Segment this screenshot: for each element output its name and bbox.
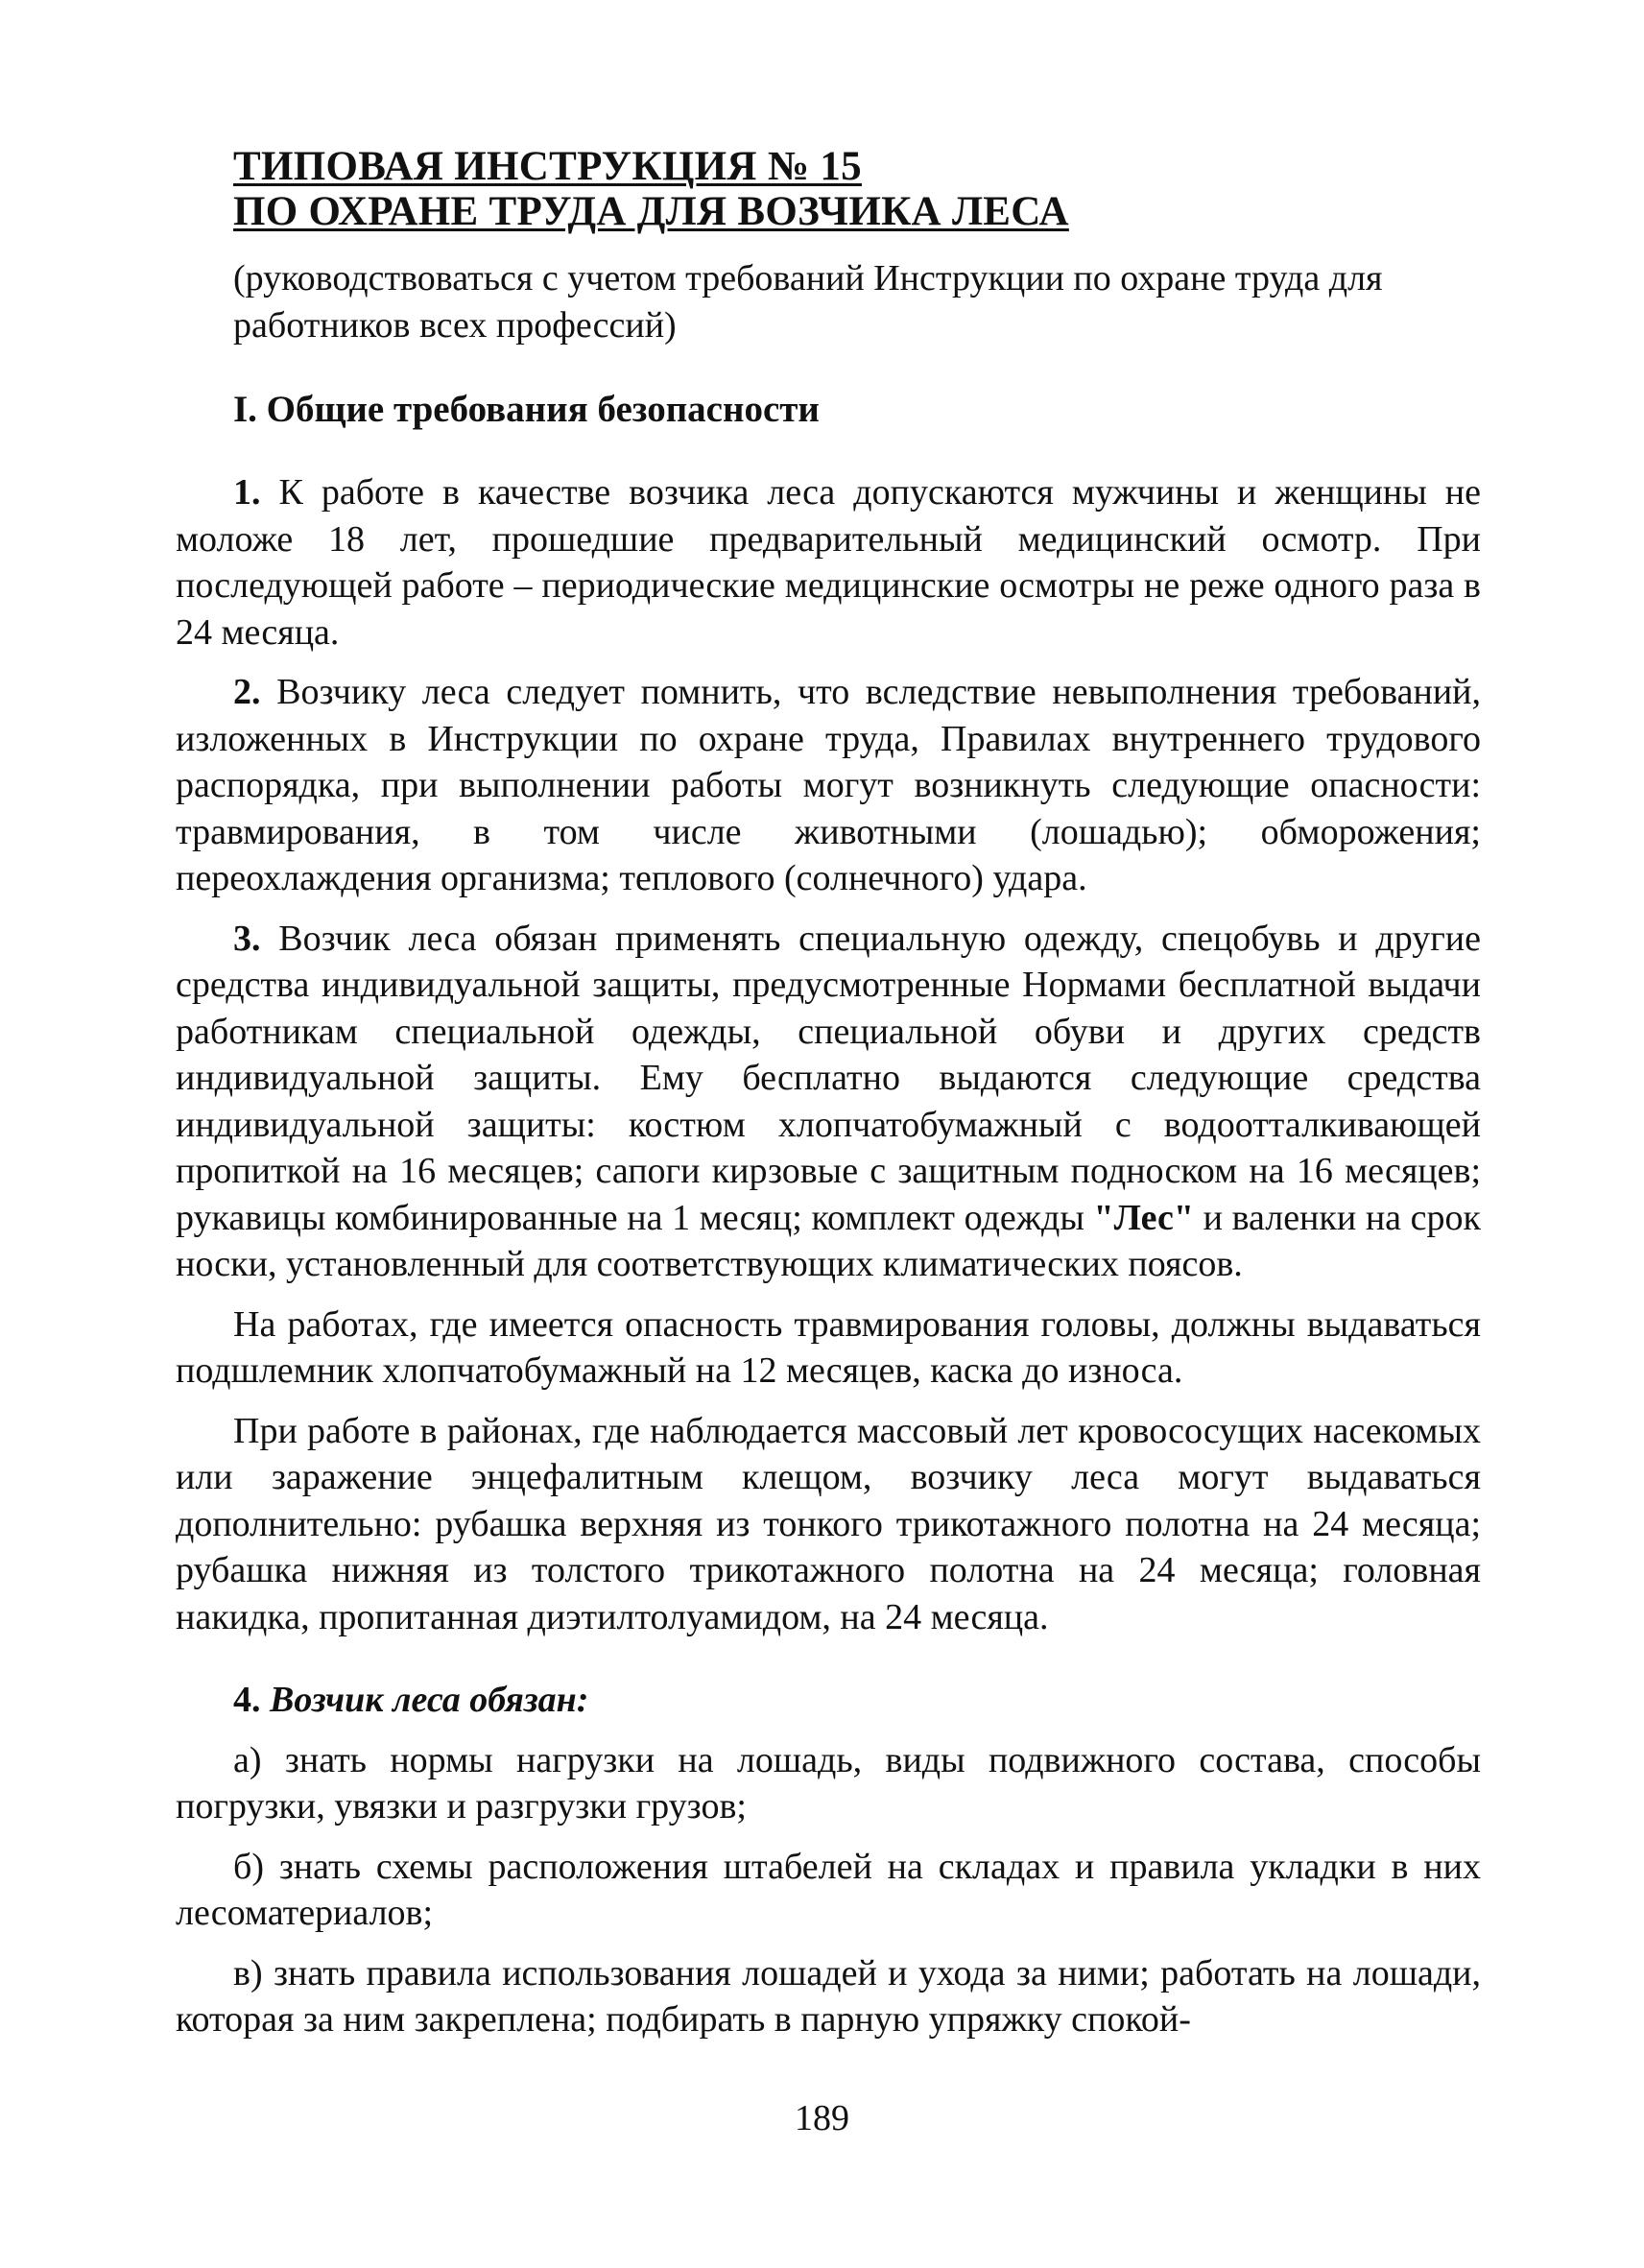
paragraph-number: 4. [233,1680,261,1720]
paragraph-4-heading [176,1677,1481,1724]
subitem-b: б) знать схемы расположения штабелей на складах и правила укладки в них лесоматериалов; [176,1846,1481,1933]
paragraph-number: 3. [233,918,261,959]
document-subtitle: (руководствоваться с учетом требований Инструкции по охране труда для работников всех профессий) [233,258,1383,346]
paragraph-text: Возчик леса обязан применять специальную одежду, спецобувь и другие средства индивидуальной защиты, предусмотренные Нормами бесплатной выдачи работникам специальной одежды, специальной обуви и других средств индивидуальной защиты. Ему бесплатно выдаются следующие средства индивидуальной защиты: костюм хлопчатобумажный с водоотталкивающей пропиткой на 16 месяцев; сапоги кирзовые с защитным подноском на 16 месяцев; рукавицы комбинированные на 1 месяц; комплект одежды [176,918,1481,1238]
subitem-a: а) знать нормы нагрузки на лошадь, виды подвижного состава, способы погрузки, увязки и разгрузки грузов; [176,1739,1481,1826]
paragraph-3 [176,916,1481,1288]
paragraph-text: Возчику леса следует помнить, что вследствие невыполнения требований, изложенных в Инструкции по охране труда, Правилах внутреннего трудового распорядка, при выполнении работы могут возникнуть следующие опасности: травмирования, в том числе животными (лошадью); обморожения; переохлаждения организма; теплового (солнечного) удара. [176,672,1481,898]
paragraph-heading-italic: Возчик леса обязан: [260,1680,589,1720]
paragraph-number: 2. [233,672,261,712]
paragraph-bold-text: "Лес" [1093,1197,1194,1238]
paragraph-1 [176,469,1481,656]
paragraph-head-protection: На работах, где имеется опасность травмирования головы, должны выдаваться подшлемник хлопчатобумажный на 12 месяцев, каска до износа. [176,1303,1481,1391]
document-title-line-1: ТИПОВАЯ ИНСТРУКЦИЯ № 15 [233,144,862,189]
subitem-c: в) знать правила использования лошадей и ухода за ними; работать на лошади, которая за ним закреплена; подбирать в парную упряжку спокой- [176,1952,1481,2040]
paragraph-insect-protection: При работе в районах, где наблюдается массовый лет кровососущих насекомых или заражение энцефалитным клещом, возчику леса могут выдаваться дополнительно: рубашка верхняя из тонкого трикотажного полотна на 24 месяца; рубашка нижняя из толстого трикотажного полотна на 24 месяца; головная накидка, пропитанная диэтилтолуамидом, на 24 месяца. [176,1410,1481,1637]
page-content [176,144,1481,2043]
page-number: 189 [795,2098,849,2138]
paragraph-text: К работе в качестве возчика леса допускаются мужчины и женщины не моложе 18 лет, прошедшие предварительный медицинский осмотр. При последующей работе – периодические медицинские осмотры не реже одного раза в 24 месяца. [176,472,1481,653]
document-title-line-2: ПО ОХРАНЕ ТРУДА ДЛЯ ВОЗЧИКА ЛЕСА [233,189,1069,234]
paragraph-number: 1. [233,472,261,513]
paragraph-2 [176,669,1481,902]
section-heading-general-safety: I. Общие требования безопасности [233,389,820,430]
paragraph-text: и валенки на срок носки, установленный для соответствующих климатических поясов. [176,1197,1481,1284]
